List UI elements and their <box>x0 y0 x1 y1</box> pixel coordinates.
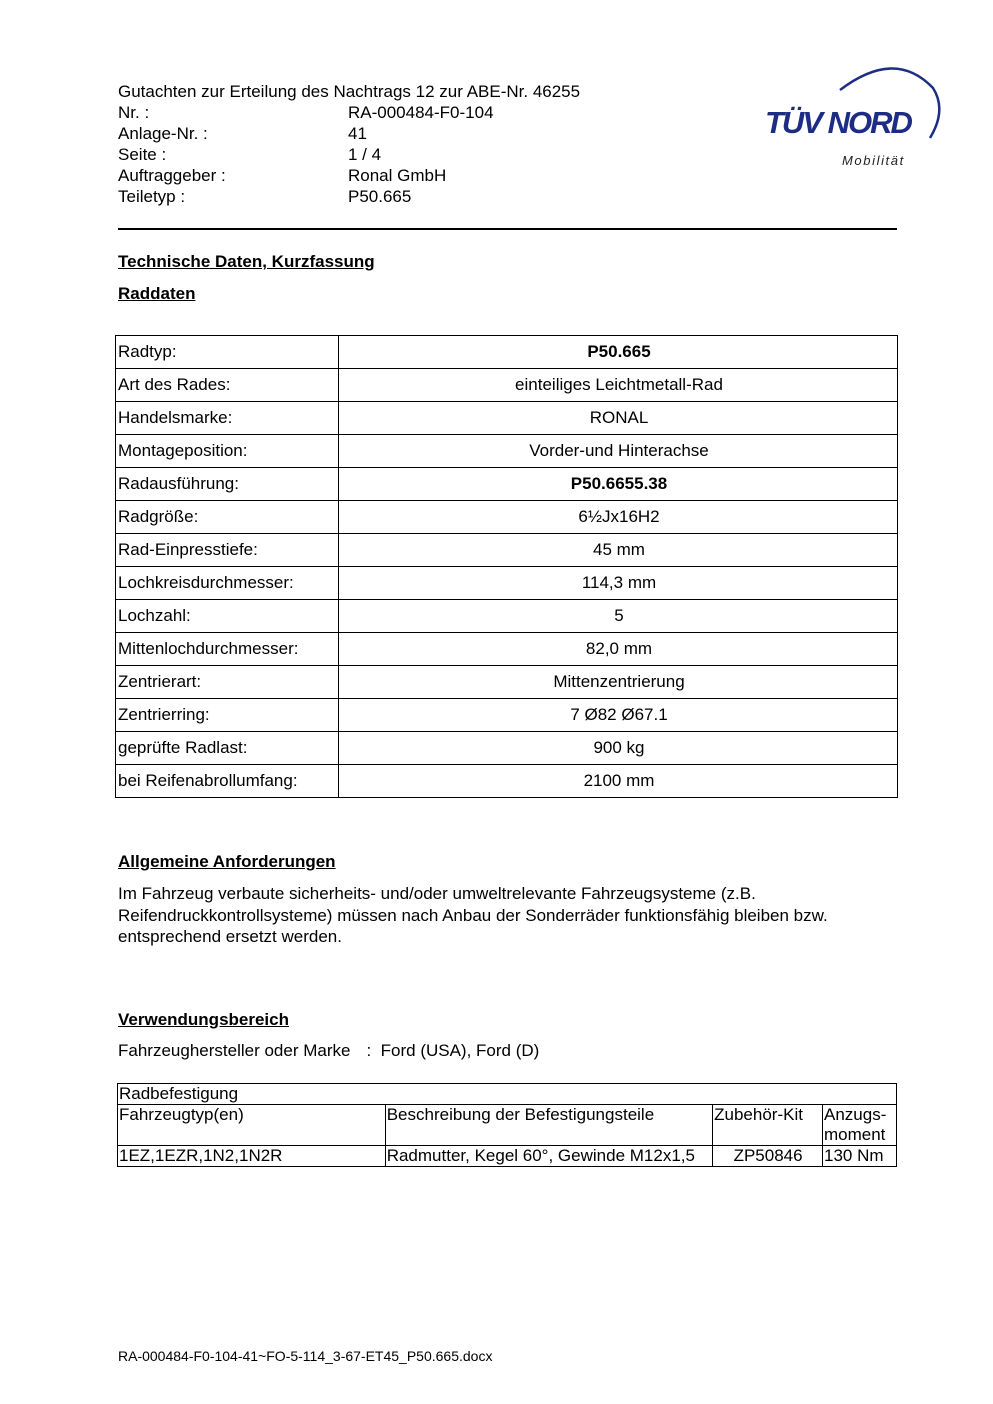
wheel-data-table <box>115 335 898 798</box>
fixing-header-cell: Anzugs-moment <box>823 1105 897 1146</box>
fixing-cell: ZP50846 <box>713 1146 823 1167</box>
maker-separator: : <box>366 1041 372 1060</box>
requirements-text: Im Fahrzeug verbaute sicherheits- und/oder umweltrelevante Fahrzeugsysteme (z.B. Reifendruckkontrollsysteme) müssen nach Anbau der Sonderräder funktionsfähig bleiben bzw. entsprechend ersetzt werden. <box>118 884 828 946</box>
wheel-data-row <box>116 402 898 435</box>
header-row <box>118 102 678 123</box>
wheel-data-row <box>116 501 898 534</box>
header-row <box>118 123 678 144</box>
wheel-data-value: 5 <box>339 600 898 633</box>
header-value: RA-000484-F0-104 <box>348 103 494 122</box>
tuv-nord-logo <box>765 60 945 172</box>
fixing-header-cell: Beschreibung der Befestigungsteile <box>385 1105 712 1146</box>
usage-title: Verwendungsbereich <box>118 1010 289 1029</box>
wheel-data-value: 114,3 mm <box>339 567 898 600</box>
logo-subtitle: Mobilität <box>842 153 905 168</box>
wheel-data-value: P50.665 <box>339 336 898 369</box>
wheel-data-value: 82,0 mm <box>339 633 898 666</box>
maker-line <box>118 1041 539 1061</box>
header-value: P50.665 <box>348 187 412 206</box>
fixing-header-cell: Zubehör-Kit <box>713 1105 823 1146</box>
wheel-data-value: 7 Ø82 Ø67.1 <box>339 699 898 732</box>
header-value: Ronal GmbH <box>348 166 447 185</box>
wheel-data-value: P50.6655.38 <box>339 468 898 501</box>
maker-value: Ford (USA), Ford (D) <box>380 1041 540 1060</box>
wheel-data-value: RONAL <box>339 402 898 435</box>
header-label: Nr. : <box>118 103 150 122</box>
header-label: Anlage-Nr. : <box>118 124 208 143</box>
wheel-data-label: geprüfte Radlast: <box>116 732 339 765</box>
wheel-data-label: Art des Rades: <box>116 369 339 402</box>
header-label: Teiletyp : <box>118 187 186 206</box>
header-row <box>118 144 678 165</box>
wheel-data-row <box>116 534 898 567</box>
header-label: Seite : <box>118 145 167 164</box>
fixing-cell: Radmutter, Kegel 60°, Gewinde M12x1,5 <box>385 1146 712 1167</box>
fixing-cell: 1EZ,1EZR,1N2,1N2R <box>118 1146 386 1167</box>
wheel-data-value: Mittenzentrierung <box>339 666 898 699</box>
header-divider <box>118 228 897 230</box>
wheel-data-value: 2100 mm <box>339 765 898 798</box>
document-header <box>118 81 678 207</box>
logo-brand: TÜV NORD <box>765 105 911 140</box>
wheel-data-label: Montageposition: <box>116 435 339 468</box>
header-value: 1 / 4 <box>348 145 382 164</box>
wheel-data-row <box>116 765 898 798</box>
wheel-data-row <box>116 468 898 501</box>
wheel-data-row <box>116 666 898 699</box>
wheel-data-value: 900 kg <box>339 732 898 765</box>
fixing-cell: 130 Nm <box>823 1146 897 1167</box>
fixing-caption-row <box>118 1084 897 1105</box>
wheel-data-row <box>116 369 898 402</box>
wheel-data-value: einteiliges Leichtmetall-Rad <box>339 369 898 402</box>
wheel-data-label: Radausführung: <box>116 468 339 501</box>
fixing-table <box>117 1083 897 1167</box>
wheel-data-row <box>116 600 898 633</box>
section-subtitle: Raddaten <box>118 284 196 303</box>
fixing-row <box>118 1146 897 1167</box>
wheel-data-row <box>116 567 898 600</box>
requirements-title: Allgemeine Anforderungen <box>118 852 336 871</box>
wheel-data-label: Zentrierring: <box>116 699 339 732</box>
document-title: Gutachten zur Erteilung des Nachtrags 12 zur ABE-Nr. 46255 <box>118 82 581 101</box>
header-value: 41 <box>348 124 367 143</box>
wheel-data-label: Zentrierart: <box>116 666 339 699</box>
wheel-data-row <box>116 435 898 468</box>
wheel-data-label: Mittenlochdurchmesser: <box>116 633 339 666</box>
fixing-header-cell: Fahrzeugtyp(en) <box>118 1105 386 1146</box>
header-row <box>118 165 678 186</box>
maker-label: Fahrzeughersteller oder Marke <box>118 1041 351 1060</box>
wheel-data-label: Lochzahl: <box>116 600 339 633</box>
wheel-data-label: Radtyp: <box>116 336 339 369</box>
wheel-data-row <box>116 699 898 732</box>
wheel-data-row <box>116 732 898 765</box>
fixing-header-row <box>118 1105 897 1146</box>
wheel-data-value: 6½Jx16H2 <box>339 501 898 534</box>
wheel-data-label: bei Reifenabrollumfang: <box>116 765 339 798</box>
wheel-data-label: Lochkreisdurchmesser: <box>116 567 339 600</box>
footer-filename: RA-000484-F0-104-41~FO-5-114_3-67-ET45_P50.665.docx <box>118 1348 493 1364</box>
fixing-caption: Radbefestigung <box>118 1084 897 1105</box>
wheel-data-value: Vorder-und Hinterachse <box>339 435 898 468</box>
wheel-data-label: Rad-Einpresstiefe: <box>116 534 339 567</box>
wheel-data-label: Handelsmarke: <box>116 402 339 435</box>
header-row <box>118 186 678 207</box>
section-title: Technische Daten, Kurzfassung <box>118 252 375 271</box>
header-label: Auftraggeber : <box>118 166 226 185</box>
wheel-data-row <box>116 336 898 369</box>
wheel-data-value: 45 mm <box>339 534 898 567</box>
wheel-data-label: Radgröße: <box>116 501 339 534</box>
wheel-data-row <box>116 633 898 666</box>
